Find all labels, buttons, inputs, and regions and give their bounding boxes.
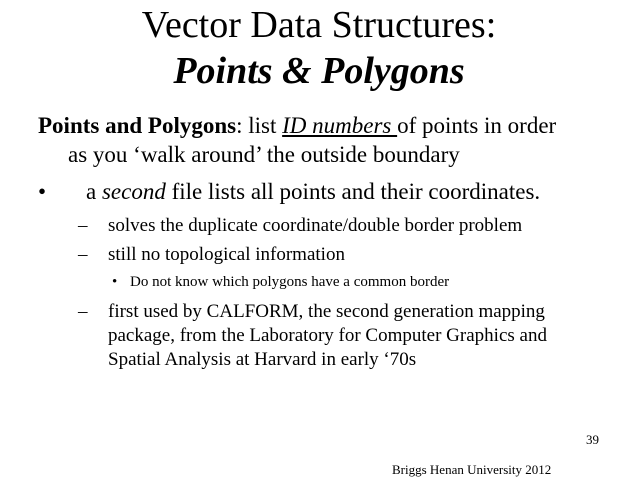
bullet-item-second-file [38, 178, 540, 206]
dash-text: still no topological information [108, 244, 345, 265]
footer-credit: Briggs Henan University 2012 [392, 462, 552, 477]
bullet-emphasis: second [101, 179, 166, 204]
dash-item-no-topology [78, 243, 345, 267]
slide-title-line-1: Vector Data Structures: [141, 4, 497, 46]
lead-term: Points and Polygons [38, 113, 237, 138]
dash-text: solves the duplicate coordinate/double border problem [108, 215, 523, 236]
dash-text-line-2: package, from the Laboratory for Computer Graphics and [108, 325, 547, 346]
lead-emphasis: ID numbers [282, 113, 398, 138]
page-number: 39 [586, 432, 599, 447]
dash-mark: – [78, 244, 88, 265]
lead-paragraph [38, 112, 556, 140]
slide-title-line-2: Points & Polygons [173, 50, 465, 92]
bullet-mark: • [38, 179, 47, 204]
lead-paragraph-continuation: as you ‘walk around’ the outside boundary [68, 142, 460, 167]
sub-bullet-common-border [112, 272, 449, 292]
dash-text-line-3: Spatial Analysis at Harvard in early ‘70s [108, 349, 417, 370]
lead-after-term: : list [236, 113, 283, 138]
dash-text-line-1: first used by CALFORM, the second generation mapping [108, 301, 545, 322]
dash-item-solves [78, 214, 522, 238]
dash-mark: – [78, 215, 88, 236]
dash-item-calform [78, 300, 545, 324]
dash-mark: – [78, 301, 88, 322]
sub-bullet-text: Do not know which polygons have a common border [130, 274, 450, 290]
bullet-rest: file lists all points and their coordinates. [165, 179, 541, 204]
bullet-pre: a [86, 179, 102, 204]
lead-rest: of points in order [397, 113, 557, 138]
sub-bullet-mark: • [112, 274, 118, 290]
